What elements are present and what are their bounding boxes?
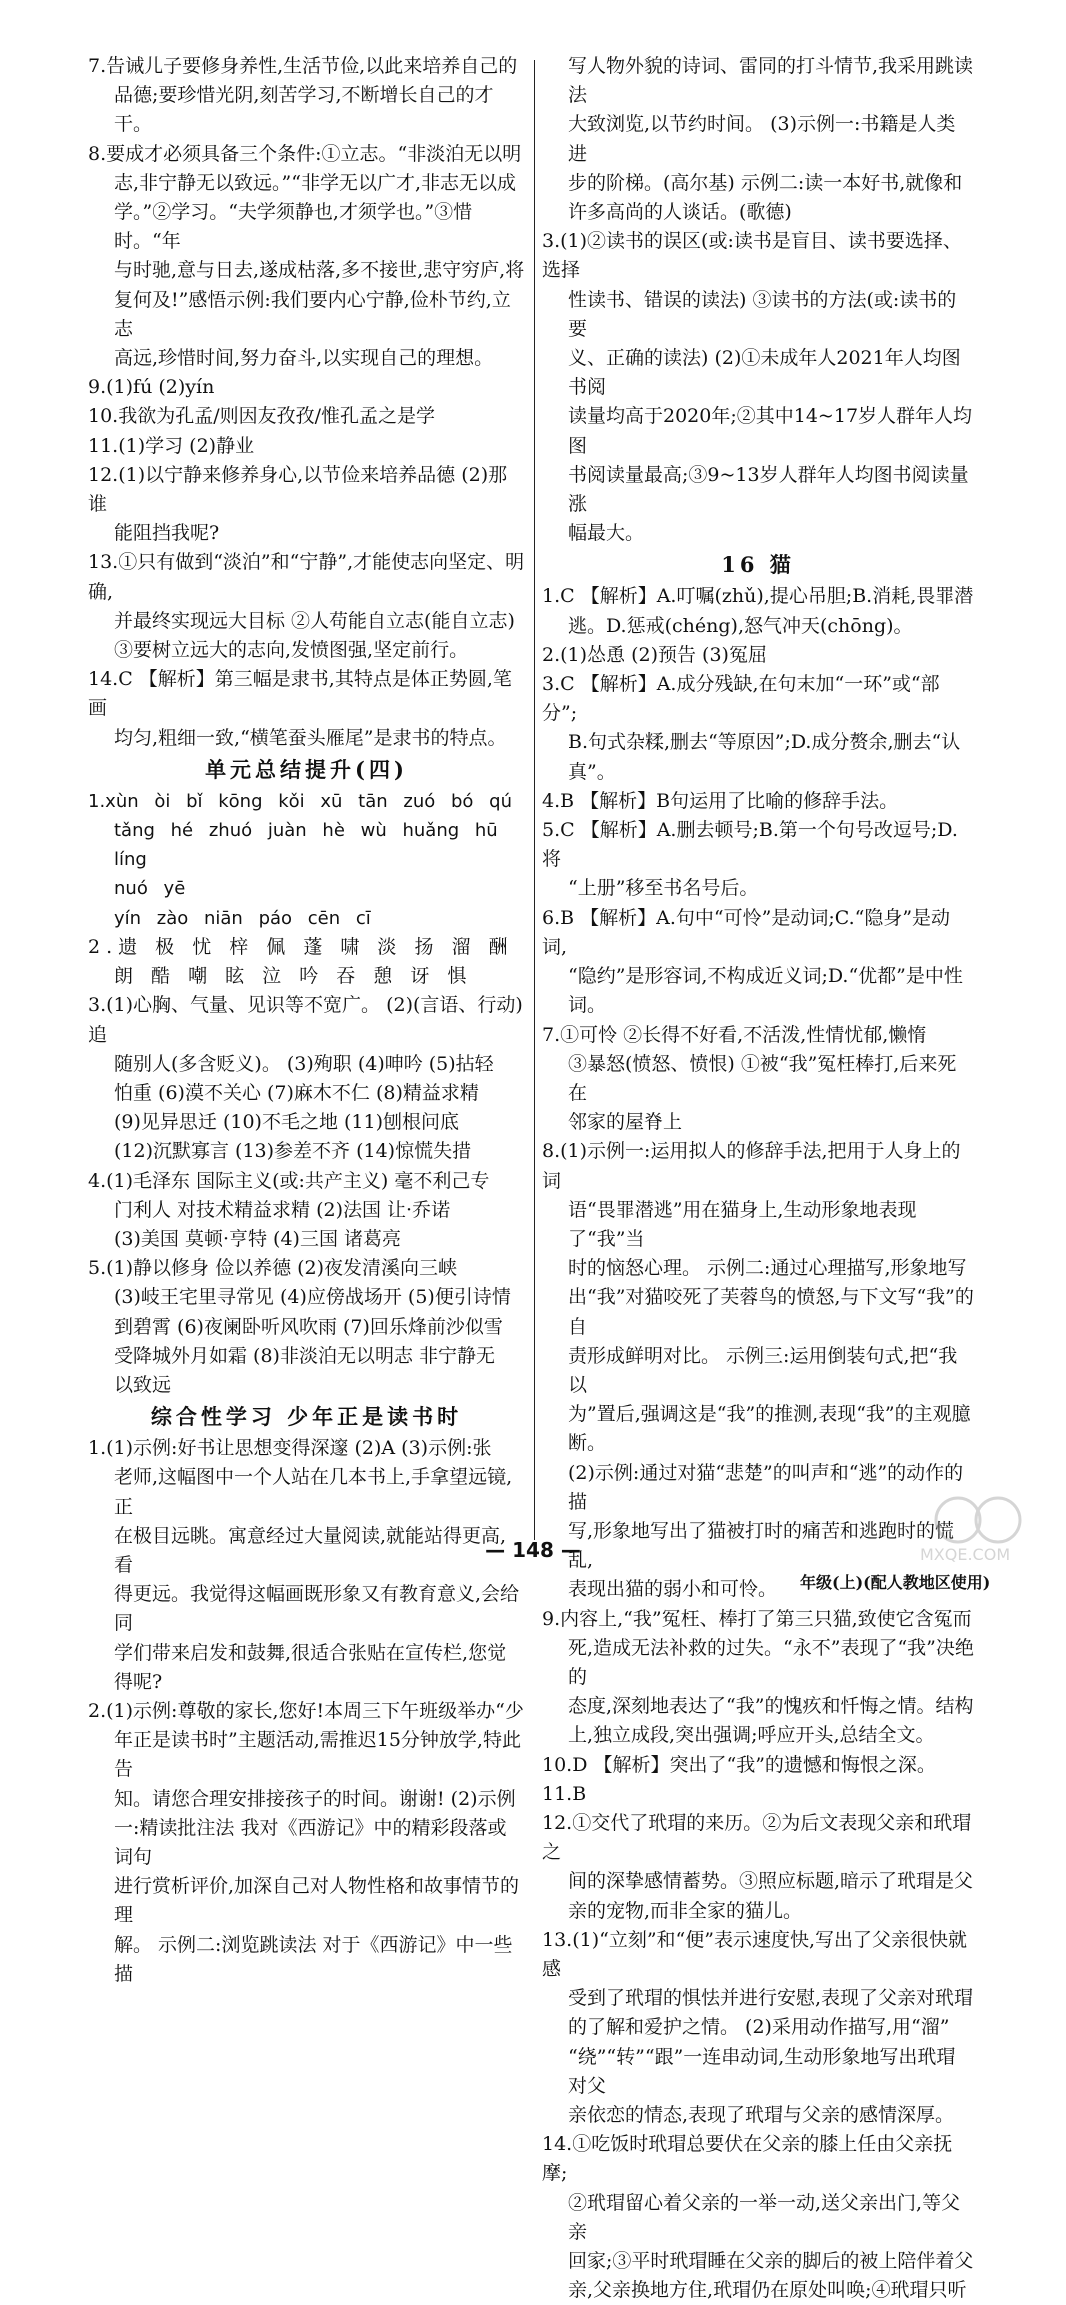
answer-line: 解。 示例二:浏览跳读法 对于《西游记》中一些描 [114,1933,513,1985]
answer-line: 进行赏析评价,加深自己对人物性格和故事情节的理 [114,1875,520,1927]
answer-line: 时的恼怒心理。 示例二:通过心理描写,形象地写 [568,1257,967,1280]
answer-line: 以致远 [114,1373,172,1396]
answer-line: 的了解和爱护之情。 (2)采用动作描写,用“溜” [568,2016,950,2039]
watermark-text: MXQE.COM [920,1545,1011,1564]
footer-text: 年级(上)(配人教地区使用) [800,1573,991,1592]
answer-line: 责形成鲜明对比。 示例三:运用倒装句式,把“我以 [568,1344,958,1396]
answer-line: 语“畏罪潜逃”用在猫身上,生动形象地表现了“我”当 [568,1198,917,1250]
answer-line: 5.C 【解析】A.删去顿号;B.第一个句号改逗号;D.将 [542,819,958,871]
answer-line: 朗 酷 嘲 眩 泣 吟 吞 憩 讶 惧 [114,965,473,988]
answer-line: 复何及!”感悟示例:我们要内心宁静,俭朴节约,立志 [114,288,511,340]
right-column [542,52,974,2305]
answer-line: 幅最大。 [568,522,645,545]
answer-line: 受到了玳瑁的惧怯并进行安慰,表现了父亲对玳瑁 [568,1987,974,2010]
answer-line: 间的深挚感情蓄势。③照应标题,暗示了玳瑁是父 [568,1870,974,1893]
answer-line: 在极目远眺。寓意经过大量阅读,就能站得更高,看 [114,1524,507,1576]
answer-line: 1.(1)示例:好书让思想变得深邃 (2)A (3)示例:张 [88,1437,492,1460]
answer-line: 逃。D.惩戒(chéng),怒气冲天(chōng)。 [568,614,913,637]
answer-line: 到碧霄 (6)夜阑卧听风吹雨 (7)回乐烽前沙似雪 [114,1315,503,1338]
answer-line: 态度,深刻地表达了“我”的愧疚和忏悔之情。结构 [568,1695,974,1718]
answer-line: 3.C 【解析】A.成分残缺,在句末加“一环”或“部分”; [542,673,940,725]
answer-line: “上册”移至书名号后。 [568,877,759,900]
answer-line: nuó yē [114,878,186,900]
answer-line: 9.内容上,“我”冤枉、棒打了第三只猫,致使它含冤而 [542,1607,972,1630]
answer-line: 5.(1)静以修身 俭以养德 (2)夜发清溪向三峡 [88,1257,458,1280]
answer-line: 书阅读量最高;③9~13岁人群年人均图书阅读量涨 [568,463,969,516]
answer-line: 13.①只有做到“淡泊”和“宁静”,才能使志向坚定、明确, [88,551,525,603]
left-column [88,52,525,1989]
answer-line: B.句式杂糅,删去“等原因”;D.成分赘余,删去“认真”。 [568,731,961,783]
answer-line: 10.我欲为孔孟/则因友孜孜/惟孔孟之是学 [88,405,436,428]
answer-line: “隐约”是形容词,不构成近义词;D.“优都”是中性词。 [568,965,963,1017]
answer-line: 7.告诫儿子要修身养性,生活节俭,以此来培养自己的 [88,55,518,77]
answer-line: “绕”“转”“跟”一连串动词,生动形象地写出玳瑁对父 [568,2045,956,2097]
answer-line: 老师,这幅图中一个人站在几本书上,手拿望远镜,正 [114,1466,513,1518]
answer-line: 学们带来启发和鼓舞,很适合张贴在宣传栏,您觉 [114,1641,507,1664]
page-number: — 148 — [485,1538,581,1562]
answer-line: 能阻挡我呢? [114,522,220,545]
answer-line: 得呢? [114,1670,163,1693]
answer-line: 6.B 【解析】A.句中“可怜”是动词;C.“隐身”是动词, [542,906,951,958]
section-heading: 单元总结提升(四) [205,756,408,782]
answer-line: 写人物外貌的诗词、雷同的打斗情节,我采用跳读法 [568,55,974,107]
answer-line: 9.(1)fú (2)yín [88,376,215,399]
answer-line: 13.(1)“立刻”和“便”表示速度快,写出了父亲很快就感 [542,1928,968,1980]
answer-line: tǎng hé zhuó juàn hè wù huǎng hū líng [114,820,498,871]
answer-line: 12.(1)以宁静来修养身心,以节俭来培养品德 (2)那谁 [88,463,508,516]
answer-line: (9)见异思迁 (10)不毛之地 (11)刨根问底 [114,1111,459,1134]
answer-line: 3.(1)心胸、气量、见识等不宽广。 (2)(言语、行动)追 [88,994,523,1046]
answer-line: (3)美国 莫顿·亨特 (4)三国 诸葛亮 [114,1227,401,1250]
answer-line: 知。请您合理安排接孩子的时间。谢谢! (2)示例 [114,1787,516,1810]
answer-line: 一:精读批注法 我对《西游记》中的精彩段落或词句 [114,1816,507,1868]
answer-line: 12.①交代了玳瑁的来历。②为后文表现父亲和玳瑁之 [542,1811,972,1864]
answer-line: 邻家的屋脊上 [568,1111,683,1134]
answer-line: 性读书、错误的读法) ③读书的方法(或:读书的要 [568,288,957,340]
answer-line: 8.要成才必须具备三个条件:①立志。“非淡泊无以明 [88,142,522,165]
answer-line: 回家;③平时玳瑁睡在父亲的脚后的被上陪伴着父 [568,2250,974,2273]
answer-line: (2)示例:通过对猫“悲楚”的叫声和“逃”的动作的描 [568,1461,964,1513]
answer-line: 年正是读书时”主题活动,需推迟15分钟放学,特此告 [114,1729,521,1781]
answer-line: 11.B [542,1782,587,1805]
answer-line: (12)沉默寡言 (13)参差不齐 (14)惊慌失措 [114,1140,472,1163]
section-heading: 16 猫 [721,552,795,578]
answer-line: 与时驰,意与日去,遂成枯落,多不接世,悲守穷庐,将 [114,259,525,282]
answer-line: 4.B 【解析】B句运用了比喻的修辞手法。 [542,789,899,812]
answer-line: 得更远。我觉得这幅画既形象又有教育意义,会给同 [114,1583,520,1635]
answer-line: 读量均高于2020年;②其中14~17岁人群年人均图 [568,405,973,457]
answer-line: 怕重 (6)漠不关心 (7)麻木不仁 (8)精益求精 [114,1081,479,1104]
answer-line: 11.(1)学习 (2)静业 [88,434,255,457]
answer-line: 亲依恋的情态,表现了玳瑁与父亲的感情深厚。 [568,2104,955,2127]
answer-line: 2.(1)怂恿 (2)预告 (3)冤屈 [542,643,767,666]
answer-line: 上,独立成段,突出强调;呼应开头,总结全文。 [568,1724,935,1747]
answer-line: 随别人(多含贬义)。 (3)殉职 (4)呻吟 (5)拈轻 [114,1052,494,1075]
watermark-logo [880,1486,1030,1566]
answer-line: 为”置后,强调这是“我”的推测,表现“我”的主观臆断。 [568,1403,971,1455]
answer-line: 并最终实现远大目标 ②人苟能自立志(能自立志) [114,609,515,632]
answer-line: 写,形象地写出了猫被打时的痛苦和逃跑时的慌乱, [568,1519,955,1572]
answer-line: (3)岐王宅里寻常见 (4)应傍战场开 (5)便引诗情 [114,1286,511,1309]
answer-line: 义、正确的读法) (2)①未成年人2021年人均图书阅 [568,347,961,399]
answer-line: 1.xùn òi bǐ kōng kǒi xū tān zuó bó qú [88,790,512,812]
column-divider [534,60,535,1540]
answer-line: 14.①吃饭时玳瑁总要伏在父亲的膝上任由父亲抚摩; [542,2133,953,2185]
answer-line: ③要树立远大的志向,发愤图强,坚定前行。 [114,639,469,662]
answer-line: 学。”②学习。“夫学须静也,才须学也。”③惜时。“年 [114,201,473,253]
answer-line: 10.D 【解析】突出了“我”的遗憾和悔恨之深。 [542,1753,936,1776]
answer-line: 大致浏览,以节约时间。 (3)示例一:书籍是人类进 [568,113,956,165]
answer-line: yín zào niān páo cēn cī [114,907,371,929]
answer-line: 许多高尚的人谈话。(歌德) [568,201,792,224]
answer-line: 志,非宁静无以致远。”“非学无以广才,非志无以成 [114,171,517,194]
answer-line: 出“我”对猫咬死了芙蓉鸟的愤怒,与下文写“我”的自 [568,1286,974,1338]
answer-line: 2.遗 极 忧 梓 佩 蓬 啸 淡 扬 溜 酬 [88,935,514,958]
answer-line: 均匀,粗细一致,“横笔蚕头雁尾”是隶书的特点。 [114,726,507,749]
answer-line: ③暴怒(愤怒、愤恨) ①被“我”冤枉棒打,后来死在 [568,1052,957,1104]
answer-line: 品德;要珍惜光阴,刻苦学习,不断增长自己的才干。 [114,84,494,136]
answer-line: 步的阶梯。(高尔基) 示例二:读一本好书,就像和 [568,171,963,194]
answer-line: 受降城外月如霜 (8)非淡泊无以明志 非宁静无 [114,1344,495,1367]
answer-line: 亲的宠物,而非全家的猫儿。 [568,1899,803,1922]
answer-line: 2.(1)示例:尊敬的家长,您好!本周三下午班级举办“少 [88,1699,524,1722]
answer-line: 门利人 对技术精益求精 (2)法国 让·乔诺 [114,1198,451,1221]
section-heading: 综合性学习 少年正是读书时 [150,1404,463,1430]
answer-line: 14.C 【解析】第三幅是隶书,其特点是体正势圆,笔画 [88,668,512,720]
answer-line: 表现出猫的弱小和可怜。 [568,1578,778,1601]
answer-line: 3.(1)②读书的误区(或:读书是盲目、读书要选择、选择 [542,230,962,282]
answer-line: 死,造成无法补救的过失。“永不”表现了“我”决绝的 [568,1636,974,1688]
answer-line: 7.①可怜 ②长得不好看,不活泼,性情忧郁,懒惰 [542,1023,927,1046]
answer-line: 高远,珍惜时间,努力奋斗,以实现自己的理想。 [114,347,494,370]
answer-line: 亲,父亲换地方住,玳瑁仍在原处叫唤;④玳瑁只听 [568,2279,967,2302]
answer-line: 1.C 【解析】A.叮嘱(zhǔ),提心吊胆;B.消耗,畏罪潜 [542,585,974,608]
answer-line: ②玳瑁留心着父亲的一举一动,送父亲出门,等父亲 [568,2191,961,2243]
answer-line: 8.(1)示例一:运用拟人的修辞手法,把用于人身上的词 [542,1140,961,1192]
answer-line: 4.(1)毛泽东 国际主义(或:共产主义) 毫不利己专 [88,1169,490,1192]
